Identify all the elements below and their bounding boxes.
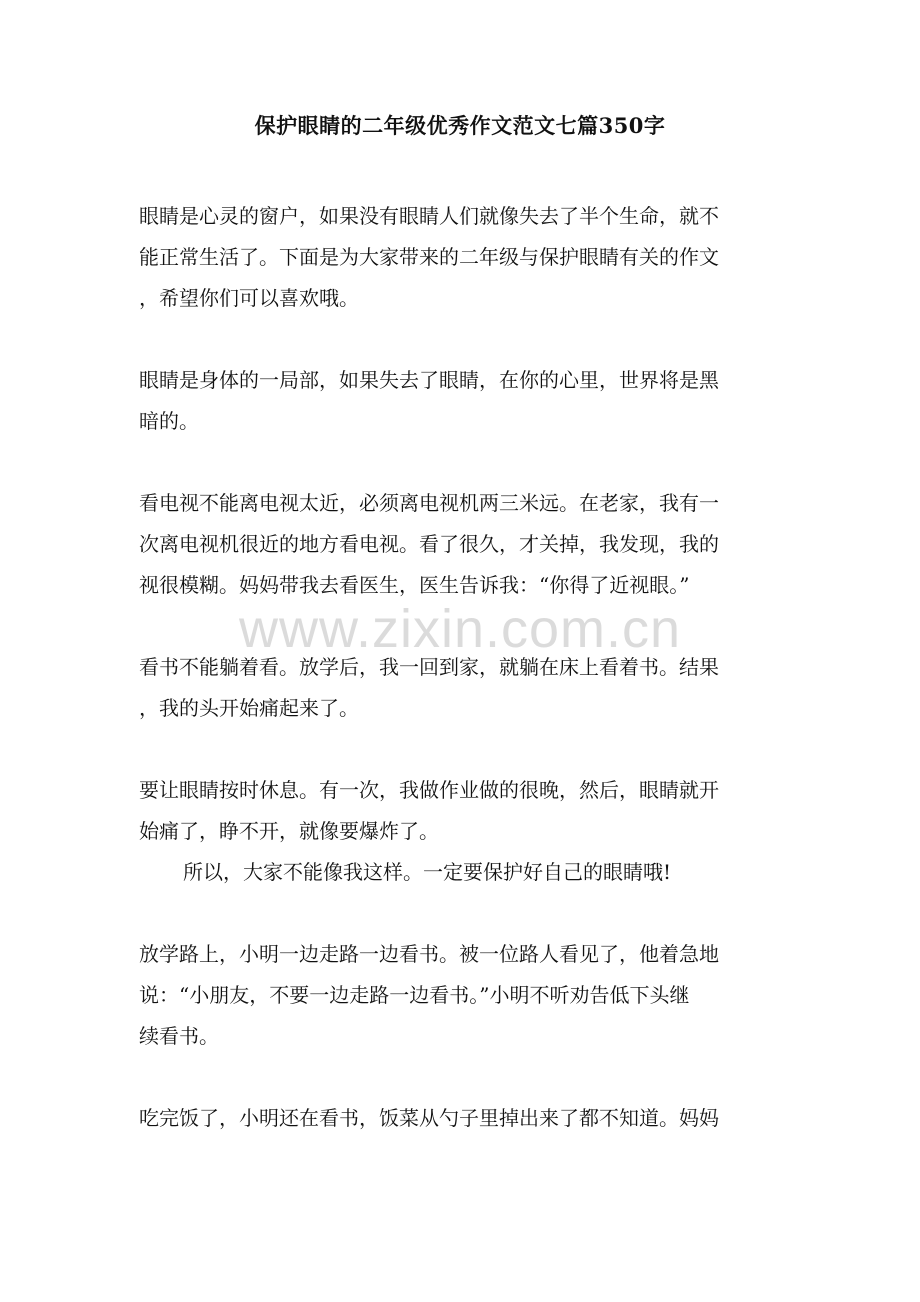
paragraph-conclusion — [139, 852, 779, 893]
text-line: 看书不能躺着看。放学后，我一回到家，就躺在床上看着书。结果 — [139, 655, 719, 679]
paragraph-xiaoming-dinner — [139, 1098, 779, 1139]
text-line: 要让眼睛按时休息。有一次，我做作业做的很晚，然后，眼睛就开 — [139, 778, 719, 802]
text-line: ，希望你们可以喜欢哦。 — [139, 286, 359, 310]
text-line: 始痛了，睁不开，就像要爆炸了。 — [139, 819, 439, 843]
document-title: 保护眼睛的二年级优秀作文范文七篇350字 — [254, 113, 666, 138]
text-line: 吃完饭了，小明还在看书，饭菜从勺子里掉出来了都不知道。妈妈 — [139, 1106, 719, 1130]
document-body — [139, 196, 779, 1139]
watermark: www.zixin.com.cn — [238, 599, 682, 659]
paragraph-xiaoming-walking — [139, 934, 779, 1057]
text-line: 次离电视机很近的地方看电视。看了很久，才关掉，我发现，我的 — [139, 532, 719, 556]
text-line: 所以，大家不能像我这样。一定要保护好自己的眼睛哦! — [183, 860, 672, 884]
text-line: 眼睛是心灵的窗户，如果没有眼睛人们就像失去了半个生命，就不 — [139, 204, 719, 228]
text-line: 续看书。 — [139, 1024, 219, 1048]
text-line: ，我的头开始痛起来了。 — [139, 696, 359, 720]
paragraph-eyes-body-part — [139, 360, 779, 442]
text-line: 说：“小朋友，不要一边走路一边看书。”小明不听劝告低下头继 — [139, 983, 690, 1007]
paragraph-rest-eyes — [139, 770, 779, 852]
text-line: 看电视不能离电视太近，必须离电视机两三米远。在老家，我有一 — [139, 491, 719, 515]
paragraph-tv-distance — [139, 483, 779, 606]
paragraph-intro — [139, 196, 779, 319]
paragraph-reading-lying-down — [139, 647, 779, 729]
text-line: 暗的。 — [139, 409, 199, 433]
text-line: 视很模糊。妈妈带我去看医生，医生告诉我：“你得了近视眼。” — [139, 573, 690, 597]
text-line: 眼睛是身体的一局部，如果失去了眼睛，在你的心里，世界将是黑 — [139, 368, 719, 392]
text-line: 放学路上，小明一边走路一边看书。被一位路人看见了，他着急地 — [139, 942, 719, 966]
text-line: 能正常生活了。下面是为大家带来的二年级与保护眼睛有关的作文 — [139, 245, 719, 269]
